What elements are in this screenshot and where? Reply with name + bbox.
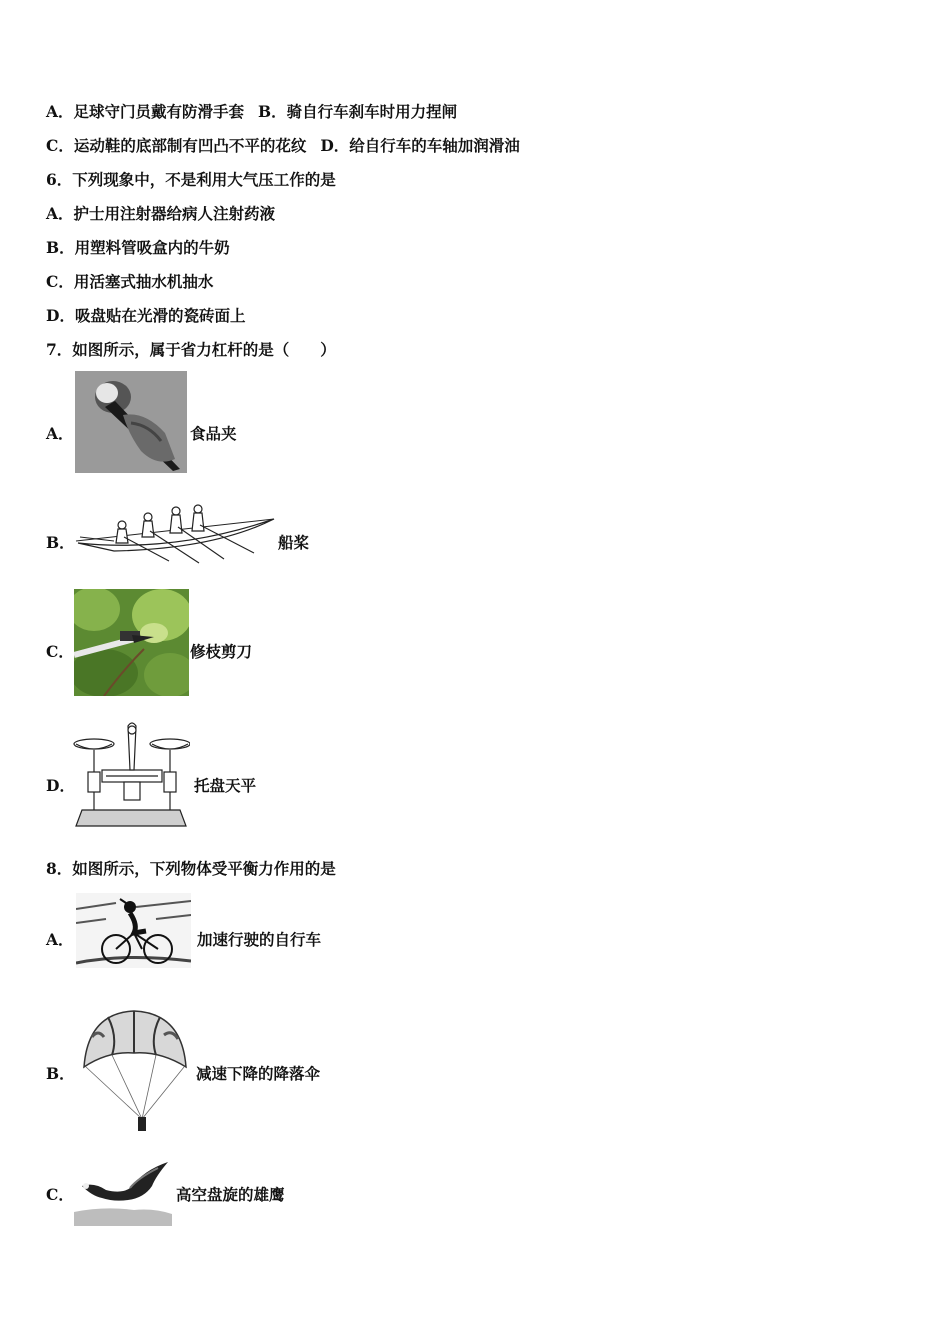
q6-option-c[interactable]: C．用活塞式抽水机抽水: [46, 272, 214, 291]
q5-option-d[interactable]: D．给自行车的车轴加润滑油: [320, 136, 520, 155]
q7-option-a-caption: 食品夹: [190, 424, 237, 443]
q5-row-2: [46, 136, 520, 156]
q6-option-b[interactable]: B．用塑料管吸盒内的牛奶: [46, 238, 230, 257]
eagle-image: [74, 1160, 172, 1226]
q8-option-a-letter[interactable]: A．: [46, 930, 74, 949]
q7-stem: 7．如图所示，属于省力杠杆的是（ ）: [46, 340, 336, 359]
q5-option-b[interactable]: B．骑自行车刹车时用力捏闸: [258, 102, 458, 121]
q8-option-b-letter[interactable]: B．: [46, 1064, 75, 1083]
q8-option-a-caption: 加速行驶的自行车: [197, 930, 322, 949]
q6-stem: 6．下列现象中，不是利用大气压工作的是: [46, 170, 336, 189]
q8-option-c-letter[interactable]: C．: [46, 1185, 74, 1204]
q7-option-d-letter[interactable]: D．: [46, 776, 75, 795]
parachute-image: [78, 1007, 190, 1135]
q6-option-a[interactable]: A．护士用注射器给病人注射药液: [46, 204, 276, 223]
food-tongs-image: [75, 371, 187, 473]
q7-option-b-letter[interactable]: B．: [46, 533, 75, 552]
q6-option-d[interactable]: D．吸盘贴在光滑的瓷砖面上: [46, 306, 246, 325]
q5-row-1: [46, 102, 457, 122]
q5-option-a[interactable]: A．足球守门员戴有防滑手套: [46, 102, 245, 121]
balance-scale-image: [72, 720, 190, 828]
q8-option-c-caption: 高空盘旋的雄鹰: [176, 1185, 285, 1204]
q7-option-c-letter[interactable]: C．: [46, 642, 74, 661]
q7-option-b-caption: 船桨: [278, 533, 310, 552]
q8-option-b-caption: 减速下降的降落伞: [196, 1064, 321, 1083]
q7-option-a-letter[interactable]: A．: [46, 424, 74, 443]
cyclist-image: [76, 893, 191, 968]
q5-option-c[interactable]: C．运动鞋的底部制有凹凸不平的花纹: [46, 136, 307, 155]
q8-stem: 8．如图所示，下列物体受平衡力作用的是: [46, 859, 336, 878]
pruning-shears-image: [74, 589, 189, 696]
q7-option-d-caption: 托盘天平: [194, 776, 257, 795]
rowing-boat-image: [74, 503, 279, 567]
q7-option-c-caption: 修枝剪刀: [190, 642, 253, 661]
